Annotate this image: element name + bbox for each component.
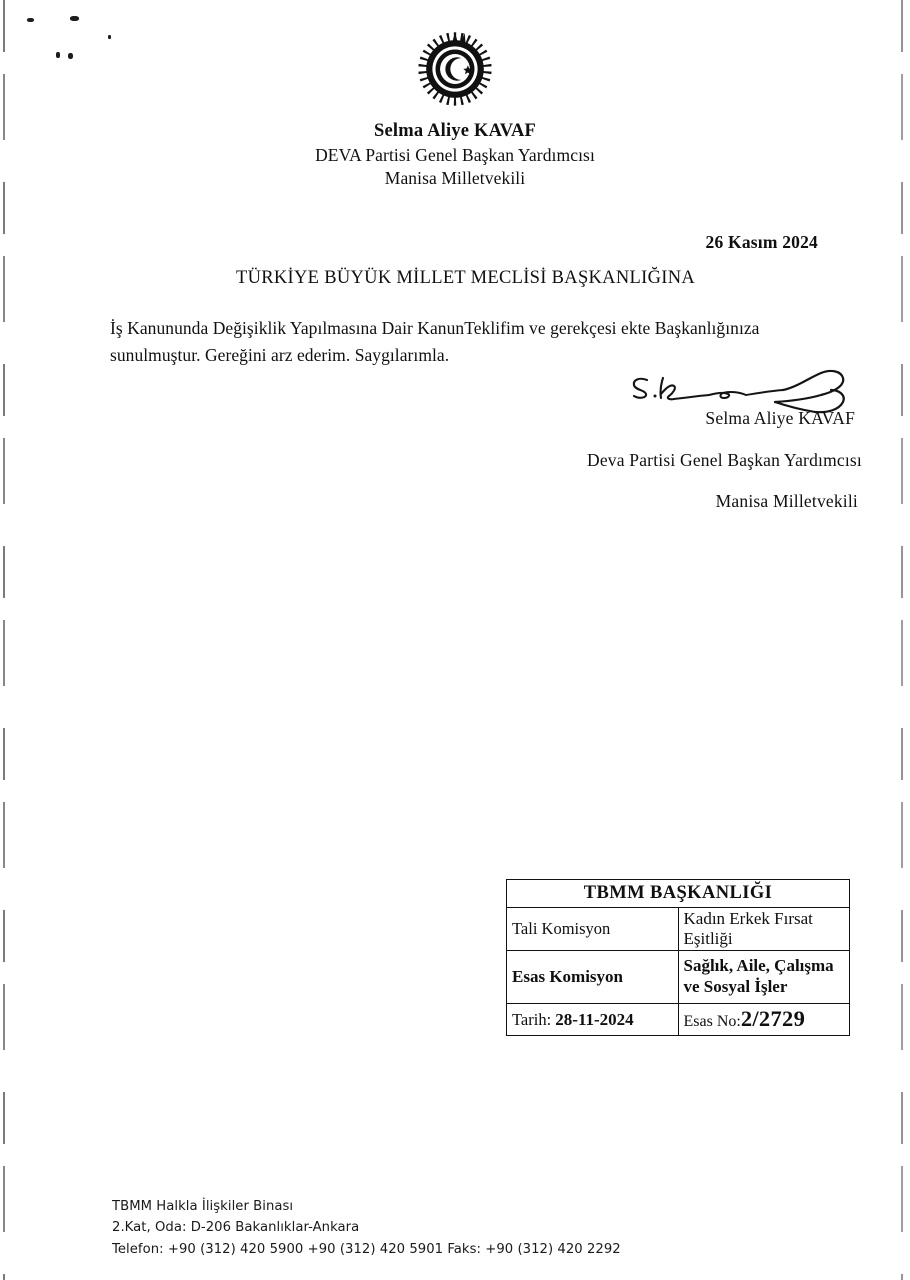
- letterhead-block: [0, 119, 910, 191]
- footer-building: TBMM Halkla İlişkiler Binası: [112, 1199, 294, 1214]
- table-row: [507, 951, 850, 1004]
- letterhead-name: Selma Aliye KAVAF: [373, 121, 537, 141]
- stamp-tali-komisyon-label: Tali Komisyon: [507, 908, 679, 951]
- table-row: [507, 1004, 850, 1036]
- stamp-esas-komisyon-value: Sağlık, Aile, Çalışma ve Sosyal İşler: [678, 951, 850, 1004]
- stamp-esas-komisyon-label: Esas Komisyon: [507, 951, 679, 1004]
- stamp-date-cell: [507, 1004, 679, 1036]
- letterhead-role-constituency: Manisa Milletvekili: [384, 168, 526, 189]
- stamp-title: TBMM BAŞKANLIĞI: [507, 880, 850, 908]
- stamp-esas-no-cell: [678, 1004, 850, 1036]
- signature-role-constituency: Manisa Milletvekili: [715, 491, 858, 511]
- addressee-heading: TÜRKİYE BÜYÜK MİLLET MECLİSİ BAŞKANLIĞINA: [236, 268, 696, 288]
- signature-name: Selma Aliye KAVAF: [705, 408, 855, 428]
- scan-speck: [70, 16, 79, 21]
- scan-edge-right: [901, 0, 903, 1280]
- footer-address: 2.Kat, Oda: D-206 Bakanlıklar-Ankara: [112, 1220, 360, 1236]
- stamp-date-label: Tarih:: [512, 1009, 552, 1029]
- table-row: [507, 908, 850, 951]
- footer-contact: Telefon: +90 (312) 420 5900 +90 (312) 420 5901 Faks: +90 (312) 420 2292: [112, 1241, 621, 1257]
- tbmm-sunburst-crescent-star-emblem: [416, 30, 494, 108]
- letterhead-role-party: DEVA Partisi Genel Başkan Yardımcısı: [315, 144, 595, 165]
- body-paragraph: İş Kanununda Değişiklik Yapılmasına Dair KanunTeklifim ve gerekçesi ekte Başkanlığınıza sunulmuştur. Gereğini arz ederim. Saygılarımla.: [110, 318, 760, 365]
- document-date: 26 Kasım 2024: [705, 232, 818, 252]
- stamp-esas-no-label: Esas No:: [683, 1013, 741, 1031]
- scan-edge-left: [3, 0, 5, 1280]
- stamp-date-value: 28-11-2024: [555, 1009, 634, 1029]
- footer-block: [112, 1196, 621, 1260]
- scan-speck: [27, 18, 34, 22]
- stamp-title-row: [507, 880, 850, 908]
- stamp-esas-no-value: 2/2729: [740, 1006, 806, 1032]
- stamp-tali-komisyon-value: Kadın Erkek Fırsat Eşitliği: [678, 908, 850, 951]
- emblem-container: [0, 30, 910, 108]
- signature-role-party: Deva Partisi Genel Başkan Yardımcısı: [586, 450, 862, 470]
- tbmm-stamp-table: [506, 879, 850, 1036]
